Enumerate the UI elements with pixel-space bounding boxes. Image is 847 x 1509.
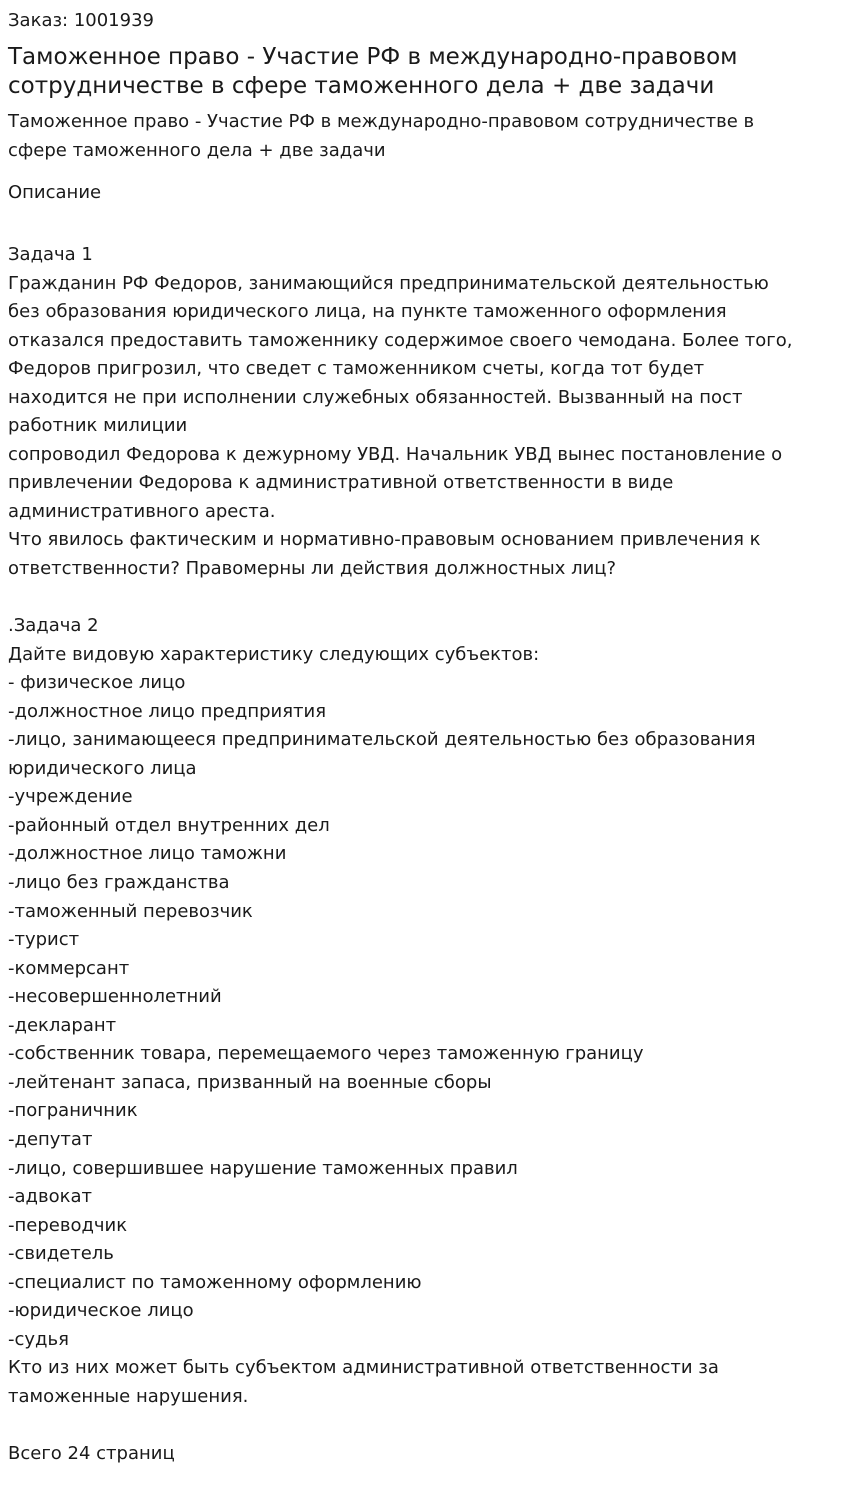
list-item: -несовершеннолетний [8,986,222,1008]
list-item: -лейтенант запаса, призванный на военные сборы [8,1071,492,1093]
list-item: -учреждение [8,786,133,808]
document-title-line: Таможенное право - Участие РФ в международно-правовом [8,44,738,70]
list-item: -юридическое лицо [8,1300,194,1322]
document-subtitle-line: сфере таможенного дела + две задачи [8,140,386,161]
list-item: -лицо, занимающееся предпринимательской деятельностью без образования [8,729,756,751]
task1-line: Гражданин РФ Федоров, занимающийся предпринимательской деятельностью [8,272,769,294]
task2-question-line: Кто из них может быть субъектом административной ответственности за [8,1357,719,1379]
list-item: -турист [8,929,80,951]
list-item: -собственник товара, перемещаемого через таможенную границу [8,1043,644,1065]
list-item: -лицо, совершившее нарушение таможенных правил [8,1157,518,1179]
task1-line: Что явилось фактическим и нормативно-правовым основанием привлечения к [8,529,761,551]
list-item: -районный отдел внутренних дел [8,814,330,836]
document-subtitle-line: Таможенное право - Участие РФ в международно-правовом сотрудничестве в [8,111,755,132]
list-item: -адвокат [8,1186,92,1208]
task1-line: привлечении Федорова к административной ответственности в виде [8,472,674,494]
list-item: -свидетель [8,1243,114,1265]
task1-line: отказался предоставить таможеннику содержимое своего чемодана. Более того, [8,329,793,351]
list-item: -должностное лицо таможни [8,843,287,865]
task1-heading: Задача 1 [8,244,93,265]
task1-line: административного ареста. [8,500,276,522]
task1-line: сопроводил Федорова к дежурному УВД. Начальник УВД вынес постановление о [8,443,783,465]
document-title-line: сотрудничестве в сфере таможенного дела + две задачи [8,73,715,99]
list-item: -специалист по таможенному оформлению [8,1271,422,1293]
document-subtitle [8,107,839,165]
document-title [8,43,839,101]
list-item: - физическое лицо [8,672,186,694]
list-item: -депутат [8,1128,93,1150]
task1-line: Федоров пригрозил, что сведет с таможенником счеты, когда тот будет [8,358,705,380]
list-item: -пограничник [8,1100,138,1122]
list-item: -судья [8,1328,69,1350]
task1-line: работник милиции [8,415,188,437]
list-item: -должностное лицо предприятия [8,700,327,722]
order-number: Заказ: 1001939 [8,10,154,31]
list-item: -таможенный перевозчик [8,900,253,922]
blank-line [8,1411,839,1440]
task1-line: находится не при исполнении служебных обязанностей. Вызванный на пост [8,386,743,408]
list-item: -лицо без гражданства [8,872,230,894]
list-item: -декларант [8,1014,117,1036]
description-label: Описание [8,182,102,203]
page-count: Всего 24 страниц [8,1442,175,1464]
description-body [8,241,839,1469]
list-item: -переводчик [8,1214,128,1236]
task2-intro: Дайте видовую характеристику следующих субъектов: [8,643,540,665]
task1-line: ответственности? Правомерны ли действия должностных лиц? [8,558,617,580]
task2-question-line: таможенные нарушения. [8,1385,249,1407]
task1-line: без образования юридического лица, на пункте таможенного оформления [8,301,727,323]
blank-line [8,584,839,613]
task2-heading: .Задача 2 [8,615,99,637]
list-item: юридического лица [8,757,197,779]
list-item: -коммерсант [8,957,130,979]
